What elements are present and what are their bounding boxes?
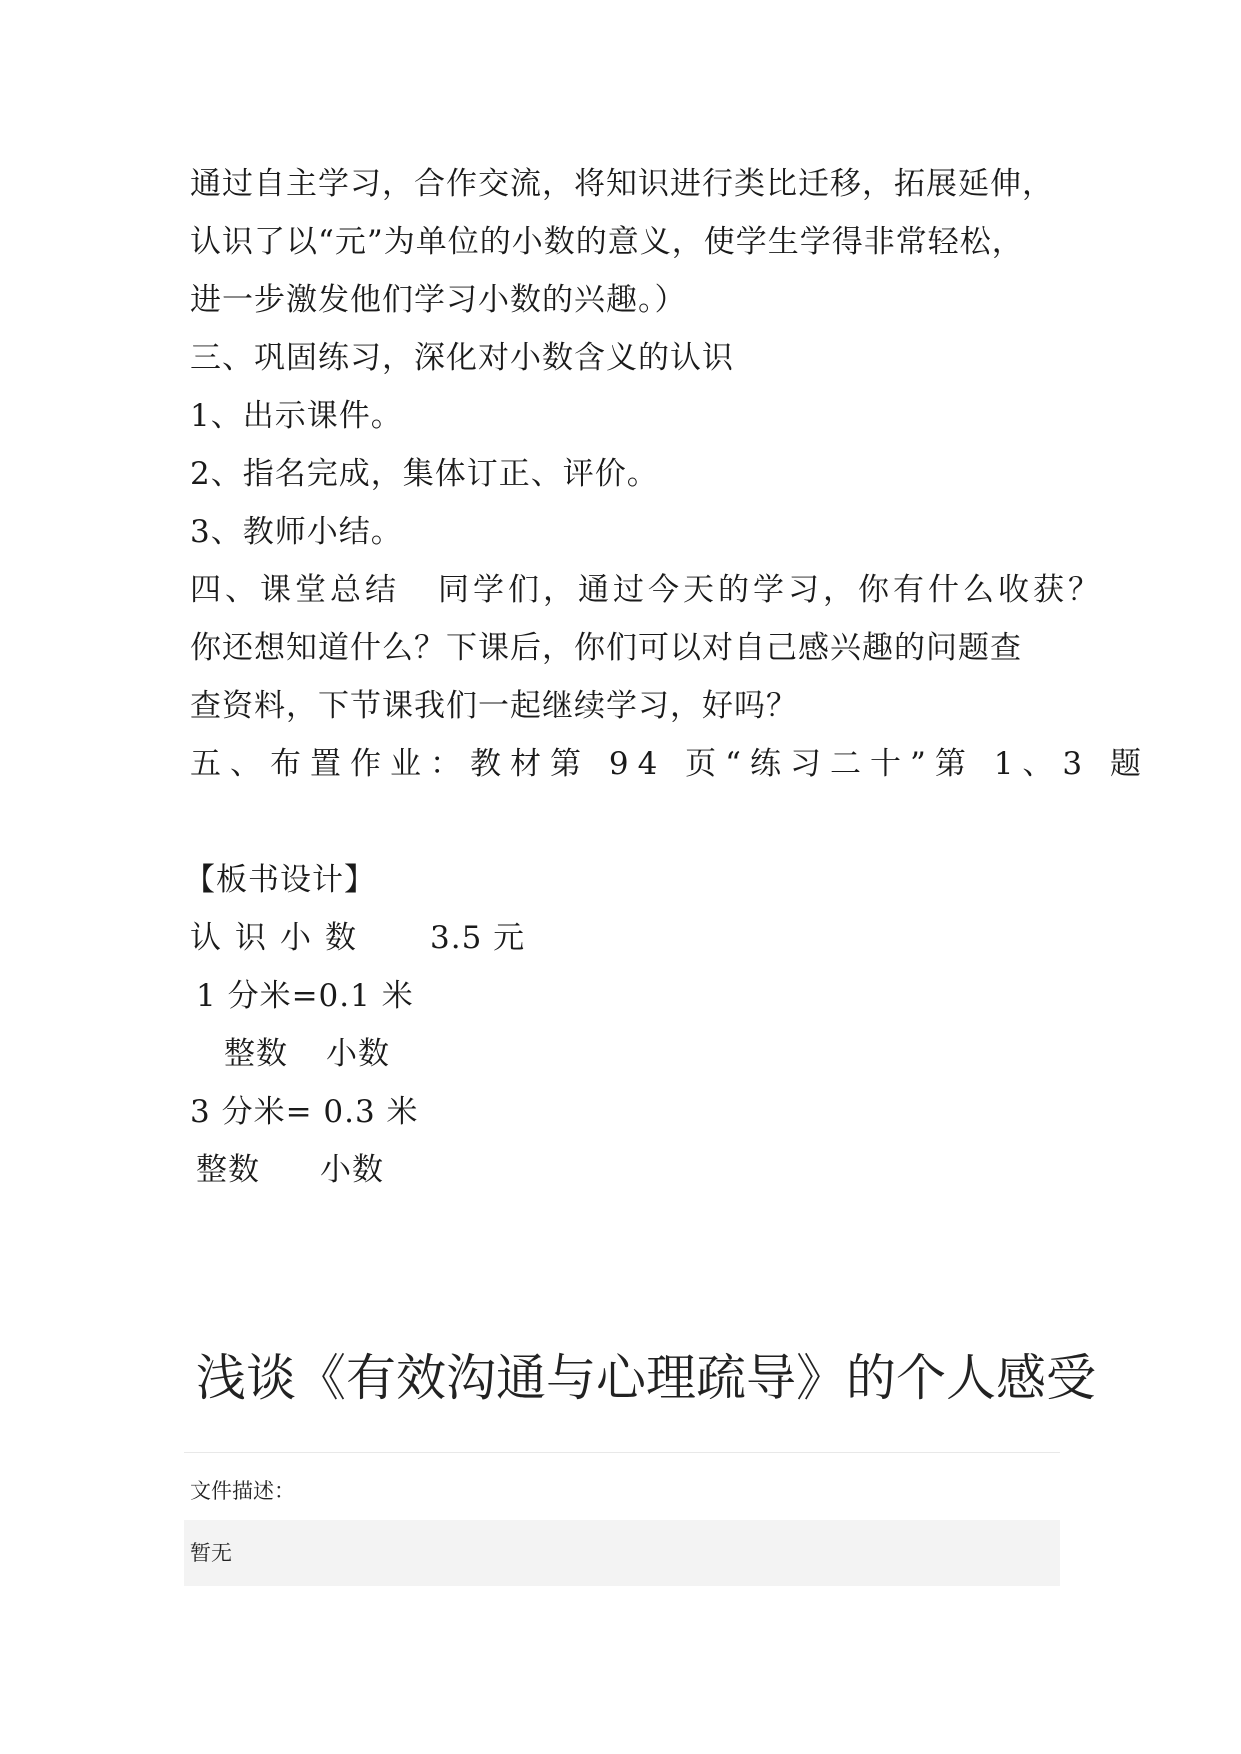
list-item: 1、出示课件。 xyxy=(190,398,403,434)
board-label-decimal: 小数 xyxy=(320,1152,384,1188)
article-title: 浅谈《有效沟通与心理疏导》的个人感受 xyxy=(196,1349,1096,1407)
board-line: 1 分米=0.1 米 xyxy=(196,978,414,1014)
summary-line: 你还想知道什么？下课后，你们可以对自己感兴趣的问题查 xyxy=(190,630,1022,666)
board-heading: 【板书设计】 xyxy=(184,862,376,898)
board-line: 3 分米= 0.3 米 xyxy=(190,1094,419,1130)
section-heading: 三、巩固练习，深化对小数含义的认识 xyxy=(190,340,734,376)
summary-line xyxy=(190,570,1103,610)
description-value: 暂无 xyxy=(190,1541,232,1565)
board-line xyxy=(196,1150,384,1190)
divider xyxy=(184,1452,1060,1453)
board-title-line xyxy=(190,918,525,958)
board-title: 认识小数 xyxy=(190,920,370,956)
board-money: 3.5 元 xyxy=(430,920,526,956)
description-label: 文件描述： xyxy=(190,1479,295,1503)
section-heading: 四、课堂总结 xyxy=(190,572,400,608)
paragraph-line: 通过自主学习，合作交流，将知识进行类比迁移，拓展延伸， xyxy=(190,166,1054,202)
list-item: 2、指名完成，集体订正、评价。 xyxy=(190,456,659,492)
description-box xyxy=(184,1520,1060,1586)
list-item: 3、教师小结。 xyxy=(190,514,403,550)
paragraph-line: 认识了以“元”为单位的小数的意义，使学生学得非常轻松， xyxy=(190,224,1024,260)
board-label-integer: 整数 xyxy=(196,1152,260,1188)
summary-text: 同学们，通过今天的学习，你有什么收获？ xyxy=(438,572,1103,608)
homework-line: 五、布置作业：教材第 94 页“练习二十”第 1、3 题 xyxy=(190,746,1151,782)
paragraph-line: 进一步激发他们学习小数的兴趣。） xyxy=(190,282,687,318)
board-label-decimal: 小数 xyxy=(326,1036,390,1072)
board-label-integer: 整数 xyxy=(224,1036,288,1072)
summary-line: 查资料，下节课我们一起继续学习，好吗？ xyxy=(190,688,798,724)
board-line xyxy=(224,1034,390,1074)
